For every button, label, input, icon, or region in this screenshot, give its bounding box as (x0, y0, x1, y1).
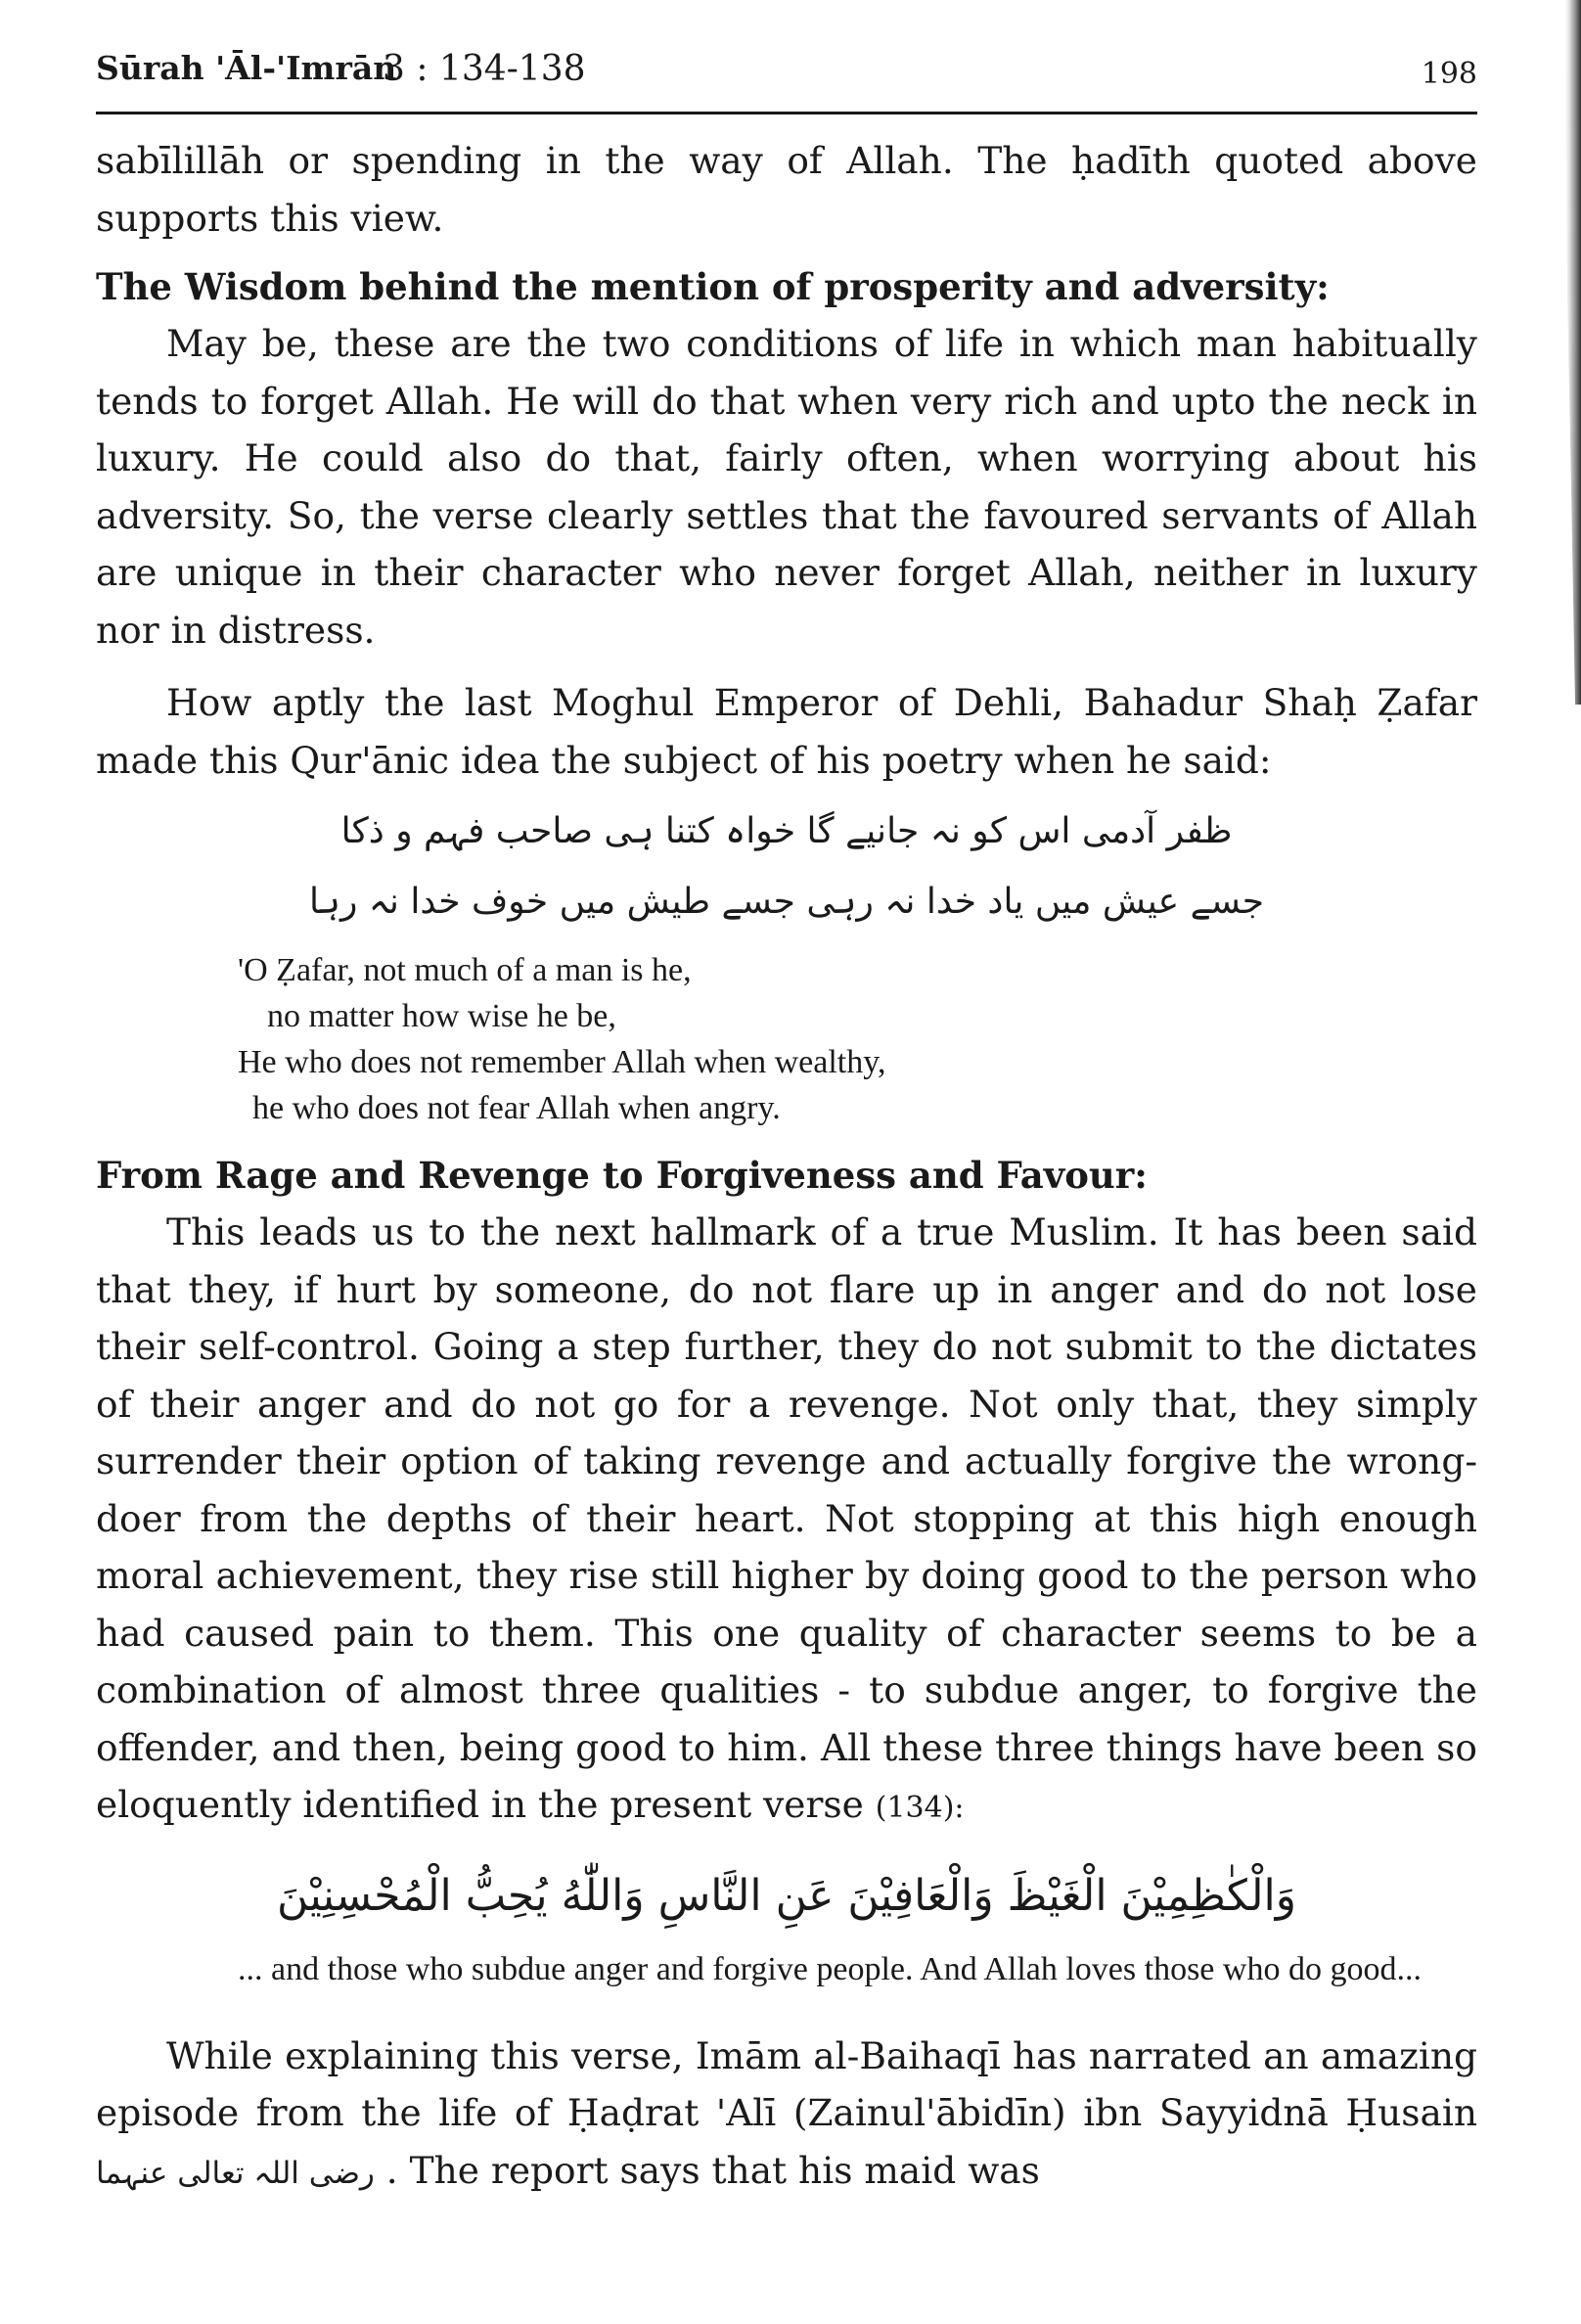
paragraph-1: sabīlillāh or spending in the way of Allah. The ḥadīth quoted above supports this view. (96, 139, 1477, 240)
page-number: 198 (1421, 57, 1477, 91)
arabic-verse: وَالْكٰظِمِيْنَ الْغَيْظَ وَالْعَافِيْنَ عَنِ النَّاسِ وَاللّٰهُ يُحِبُّ الْمُحْسِنِيْنَ (276, 1870, 1297, 1921)
scan-edge-shadow (1546, 0, 1581, 705)
poem-line-4: he who does not fear Allah when angry. (252, 1090, 781, 1126)
verse-translation: ... and those who subdue anger and forgive people. And Allah loves those who do good... (238, 1950, 1422, 1987)
urdu-couplet (96, 797, 1477, 937)
surah-title: Sūrah 'Āl-'Imrān (96, 49, 397, 87)
paragraph-5-end: . The report says that his maid was (385, 2148, 1040, 2192)
paragraph-2: May be, these are the two conditions of life in which man habitually tends to forget Allah. He will do that when very rich and upto the neck in luxury. He could also do that, fairly often, when worrying about his adversity. So, the verse clearly settles that the favoured servants of Allah are unique in their character who never forget Allah, neither in luxury nor in distress. (96, 322, 1477, 652)
poem-translation (238, 947, 1477, 1131)
verse-reference: (134): (875, 1791, 965, 1825)
verse-range: 3 : 134-138 (383, 49, 586, 89)
heading-rage-revenge: From Rage and Revenge to Forgiveness and Favour: (96, 1154, 1148, 1197)
urdu-line-1: ظفر آدمی اس کو نہ جانیے گا خواہ کتنا ہی صاحب فہم و ذکا (340, 811, 1233, 851)
paragraph-4-text: This leads us to the next hallmark of a true Muslim. It has been said that they, if hurt by someone, do not flare up in anger and do not lose their self-control. Going a step further, they do not submit to the dictates of their anger and do not go for a revenge. Not only that, they simply surrender their option of taking revenge and actually forgive the wrong-doer from the depths of their heart. Not stopping at this high enough moral achievement, they rise still higher by doing good to the person who had caused pain to them. This one quality of character seems to be a combination of almost three qualities - to subdue anger, to forgive the offender, and then, being good to him. All these three things have been so eloquently identified in the present verse (96, 1210, 1477, 1826)
honorific-arabic: رضی اللہ تعالی عنہما (96, 2155, 375, 2191)
heading-wisdom: The Wisdom behind the mention of prosperity and adversity: (96, 265, 1330, 308)
urdu-line-2: جسے عیش میں یاد خدا نہ رہی جسے طیش میں خوف خدا نہ رہا (308, 882, 1265, 922)
paragraph-5 (96, 2028, 1477, 2203)
paragraph-5-text: While explaining this verse, Imām al-Baihaqī has narrated an amazing episode from the life of Ḥaḍrat 'Alī (Zainul'ābidīn) ibn Sayyidnā Ḥusain (96, 2033, 1477, 2134)
page-header (96, 39, 1477, 114)
paragraph-3: How aptly the last Moghul Emperor of Dehli, Bahadur Shaḥ Ẓafar made this Qur'ānic idea the subject of his poetry when he said: (96, 681, 1477, 782)
document-page (96, 39, 1477, 2202)
paragraph-4 (96, 1204, 1477, 1838)
poem-line-3: He who does not remember Allah when wealthy, (238, 1044, 886, 1080)
poem-line-2: no matter how wise he be, (267, 998, 616, 1034)
poem-line-1: 'O Ẓafar, not much of a man is he, (238, 952, 692, 988)
